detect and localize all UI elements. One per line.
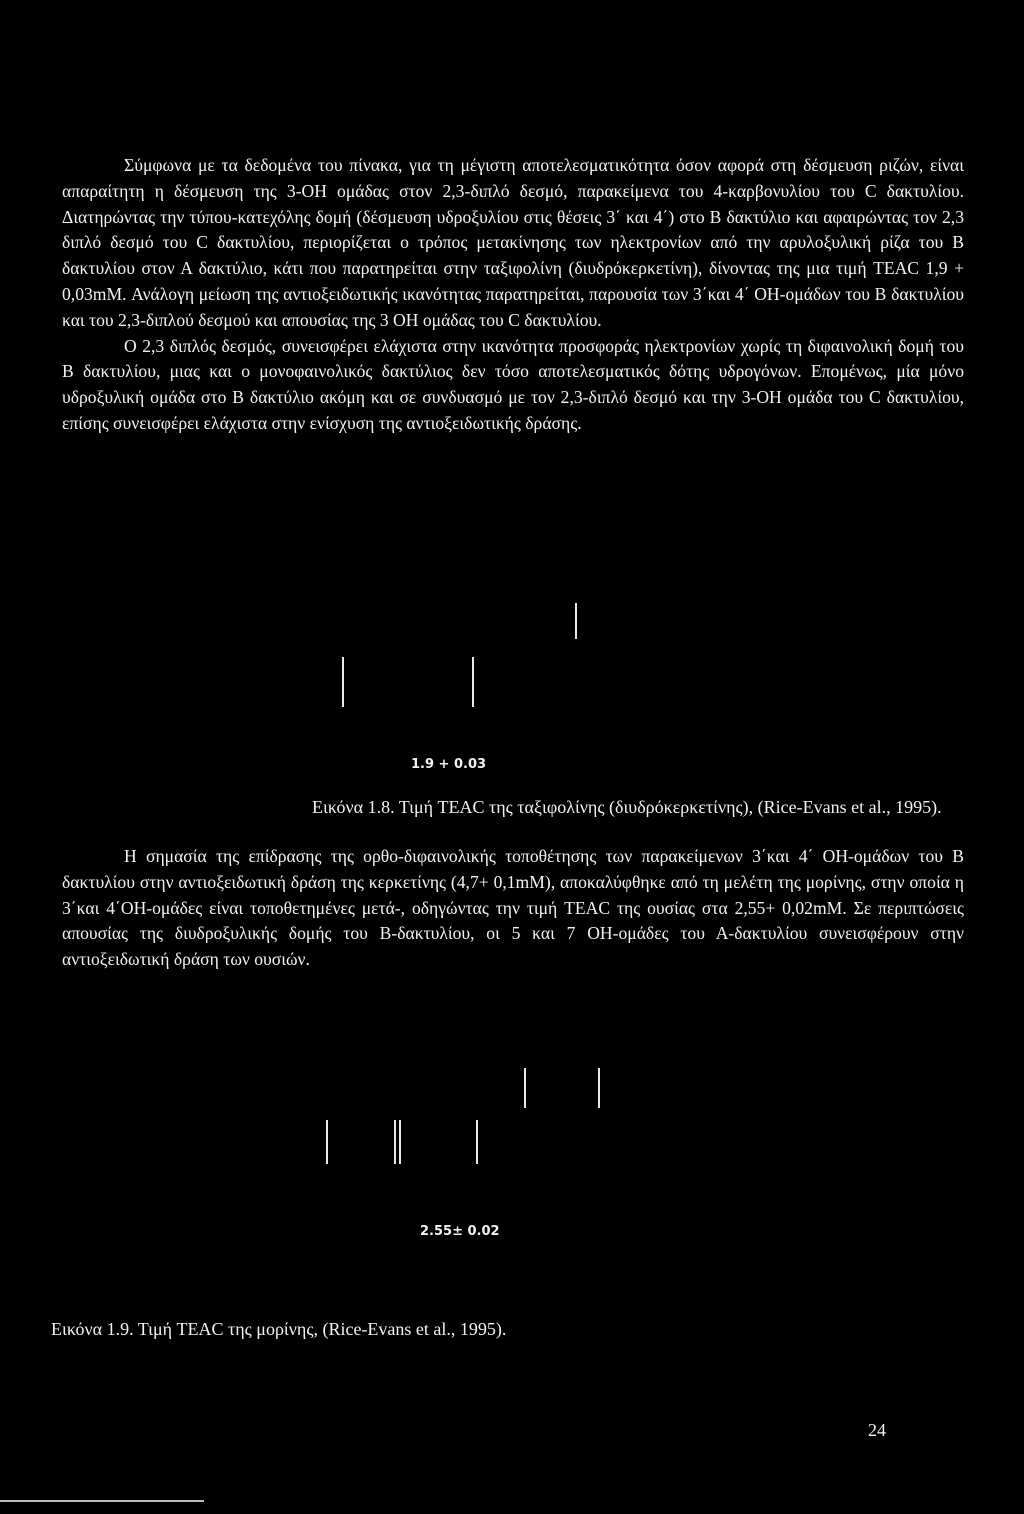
structure-bond-stroke (399, 1120, 401, 1164)
structure-bond-stroke (394, 1120, 396, 1164)
structure-bond-stroke (326, 1120, 328, 1164)
footer-rule (0, 1500, 204, 1502)
paragraph: Ο 2,3 διπλός δεσμός, συνεισφέρει ελάχιστα στην ικανότητα προσφοράς ηλεκτρονίων χωρίς τη διφαινολική δομή του Β δακτυλίου, μιας και ο μονοφαινολικός δακτύλιος δεν τόσο αποτελεσματικός δότης υδρογόνων. Επομένως, μία μόνο υδροξυλική ομάδα στο Β δακτύλιο ακόμη και σε συνδυασμό με τον 2,3-διπλό δεσμό και την 3-ΟΗ ομάδα του C δακτυλίου, επίσης συνεισφέρει ελάχιστα στην ενίσχυση της αντιοξειδωτικής δράσης. (62, 335, 964, 433)
structure-bond-stroke (476, 1120, 478, 1164)
page-number: 24 (868, 1420, 886, 1440)
section2-text (62, 844, 964, 973)
teac-value-label: 1.9 + 0.03 (411, 757, 487, 772)
figure-caption: Εικόνα 1.8. Τιμή TEAC της ταξιφολίνης (διυδρόκερκετίνης), (Rice-Evans et al., 1995). (312, 797, 942, 817)
teac-value-label: 2.55± 0.02 (420, 1224, 500, 1239)
section1-text (62, 153, 964, 437)
structure-bond-stroke (598, 1068, 600, 1108)
paragraph: Σύμφωνα με τα δεδομένα του πίνακα, για τη μέγιστη αποτελεσματικότητα όσον αφορά στη δέσμευση ριζών, είναι απαραίτητη η δέσμευση της 3-ΟΗ ομάδας στον 2,3-διπλό δεσμό, παρακείμενα του 4-καρβονυλίου του C δακτυλίου. Διατηρώντας την τύπου-κατεχόλης δομή (δέσμευση υδροξυλίου στις θέσεις 3΄ και 4΄) στο Β δακτύλιο και αφαιρώντας τον 2,3 διπλό δεσμό του C δακτυλίου, περιορίζεται ο τρόπος μετακίνησης των ηλεκτρονίων από την αρυλοξυλική ρίζα του Β δακτυλίου στον Α δακτύλιο, κάτι που παρατηρείται στην ταξιφολίνη (διυδρόκερκετίνη), δίνοντας της μια τιμή TEAC 1,9 + 0,03mM. Ανάλογη μείωση της αντιοξειδωτικής ικανότητας παρατηρείται, παρουσία των 3΄και 4΄ ΟΗ-ομάδων του Β δακτυλίου και του 2,3-διπλού δεσμού και απουσίας της 3 ΟΗ ομάδας του C δακτυλίου. (62, 155, 964, 330)
paragraph: Η σημασία της επίδρασης της ορθο-διφαινολικής τοποθέτησης των παρακείμενων 3΄και 4΄ ΟΗ-ομάδων του Β δακτυλίου στην αντιοξειδωτική δράση της κερκετίνης (4,7+ 0,1mM), αποκαλύφθηκε από τη μελέτη της μορίνης, στην οποία η 3΄και 4΄ΟΗ-ομάδες είναι τοποθετημένες μετά-, οδηγώντας την τιμή TEAC της ουσίας στα 2,55+ 0,02mM. Σε περιπτώσεις απουσίας της διυδροξυλικής δομής του Β-δακτυλίου, οι 5 και 7 ΟΗ-ομάδες του Α-δακτυλίου συνεισφέρουν στην αντιοξειδωτική δράση των ουσιών. (62, 846, 964, 970)
structure-bond-stroke (342, 657, 344, 707)
structure-bond-stroke (472, 657, 474, 707)
figure-caption: Εικόνα 1.9. Τιμή TEAC της μορίνης, (Rice-Evans et al., 1995). (51, 1319, 507, 1339)
structure-bond-stroke (524, 1068, 526, 1108)
structure-bond-stroke (575, 603, 577, 639)
